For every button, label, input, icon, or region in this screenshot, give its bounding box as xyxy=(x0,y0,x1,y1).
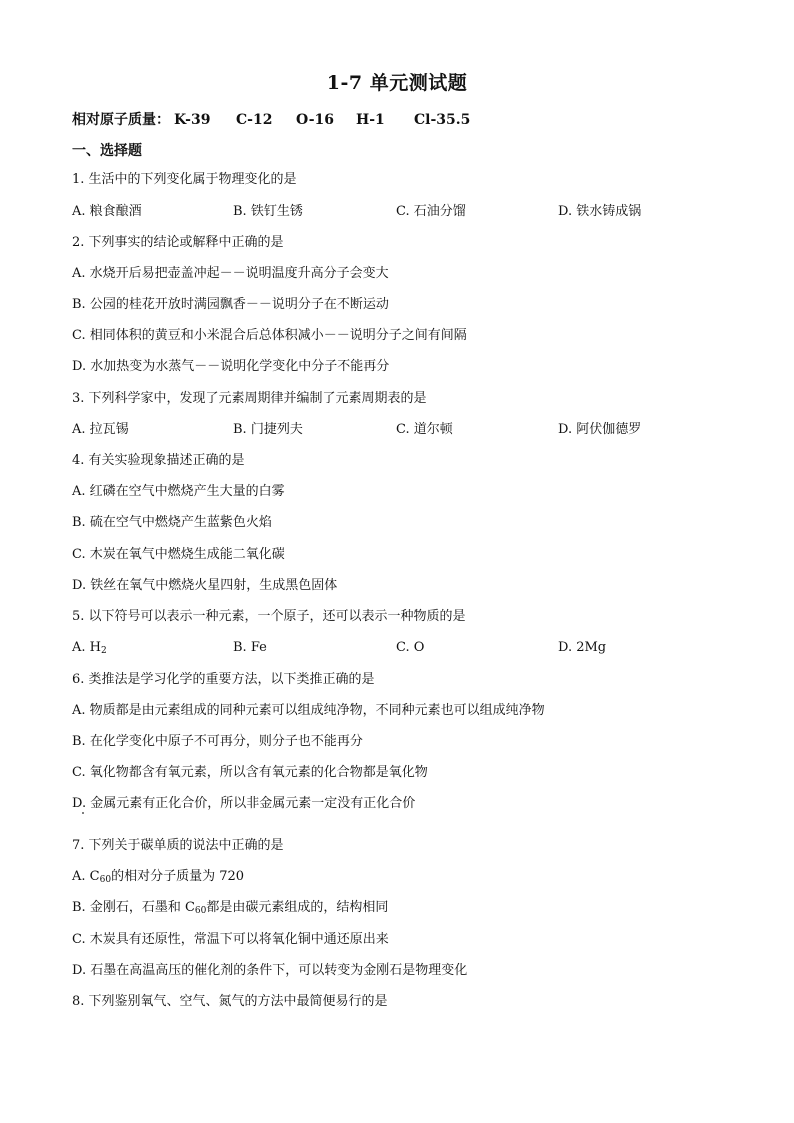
q3-option-a: A. 拉瓦锡 xyxy=(72,422,129,437)
q2-option-c: C. 相同体积的黄豆和小米混合后总体积减小－－说明分子之间有间隔 xyxy=(72,328,467,343)
q7-option-b-prefix: B. 金刚石，石墨和 C xyxy=(72,900,195,915)
q1-stem: 1. 生活中的下列变化属于物理变化的是 xyxy=(72,172,297,187)
q7-option-a-prefix: A. C xyxy=(72,869,100,884)
q7-option-a xyxy=(72,868,244,886)
q8-stem: 8. 下列鉴别氧气、空气、氮气的方法中最简便易行的是 xyxy=(72,994,388,1009)
q7-option-d: D. 石墨在高温高压的催化剂的条件下，可以转变为金刚石是物理变化 xyxy=(72,963,468,978)
q3-option-b: B. 门捷列夫 xyxy=(233,422,303,437)
q3-stem: 3. 下列科学家中，发现了元素周期律并编制了元素周期表的是 xyxy=(72,391,427,406)
q5-stem: 5. 以下符号可以表示一种元素，一个原子，还可以表示一种物质的是 xyxy=(72,609,466,624)
q4-option-d: D. 铁丝在氧气中燃烧火星四射，生成黑色固体 xyxy=(72,578,338,593)
atomic-masses-label: 相对原子质量： xyxy=(72,112,170,128)
mass-cl: Cl-35.5 xyxy=(414,112,471,128)
q5-option-d: D. 2Mg xyxy=(558,640,607,655)
q6-option-d: D. 金属元素有正化合价，所以非金属元素一定没有正化合价 xyxy=(72,796,416,811)
mass-k: K-39 xyxy=(174,112,211,128)
q2-option-b: B. 公园的桂花开放时满园飘香－－说明分子在不断运动 xyxy=(72,297,389,312)
q7-option-a-suffix: 的相对分子质量为 720 xyxy=(111,869,245,884)
q5-option-b: B. Fe xyxy=(233,640,267,655)
q1-option-a: A. 粮食酿酒 xyxy=(72,204,142,219)
atomic-masses xyxy=(72,109,470,129)
q2-option-a: A. 水烧开后易把壶盖冲起－－说明温度升高分子会变大 xyxy=(72,266,389,281)
q4-stem: 4. 有关实验现象描述正确的是 xyxy=(72,453,245,468)
q1-option-c: C. 石油分馏 xyxy=(396,204,466,219)
q1-option-d: D. 铁水铸成锅 xyxy=(558,204,642,219)
mass-h: H-1 xyxy=(356,112,385,128)
q3-option-d: D. 阿伏伽德罗 xyxy=(558,422,642,437)
q6-option-b: B. 在化学变化中原子不可再分，则分子也不能再分 xyxy=(72,734,363,749)
q5-option-a xyxy=(72,639,107,657)
q4-option-a: A. 红磷在空气中燃烧产生大量的白雾 xyxy=(72,484,285,499)
q7-option-c: C. 木炭具有还原性，常温下可以将氧化铜中通还原出来 xyxy=(72,932,389,947)
q6-stem: 6. 类推法是学习化学的重要方法，以下类推正确的是 xyxy=(72,672,375,687)
page-title: 1-7 单元测试题 xyxy=(326,72,468,94)
q7-option-b-subscript: 60 xyxy=(194,906,207,916)
q1-option-b: B. 铁钉生锈 xyxy=(233,204,303,219)
q5-option-a-text: A. H xyxy=(72,640,101,655)
q2-stem: 2. 下列事实的结论或解释中正确的是 xyxy=(72,235,284,250)
q7-option-b-suffix: 都是由碳元素组成的，结构相同 xyxy=(206,900,389,915)
q7-stem: 7. 下列关于碳单质的说法中正确的是 xyxy=(72,838,284,853)
stray-dot xyxy=(82,812,84,814)
q5-option-c: C. O xyxy=(396,640,425,655)
q5-option-a-subscript: 2 xyxy=(101,646,107,656)
q6-option-a: A. 物质都是由元素组成的同种元素可以组成纯净物，不同种元素也可以组成纯净物 xyxy=(72,703,545,718)
q4-option-c: C. 木炭在氧气中燃烧生成能二氧化碳 xyxy=(72,547,285,562)
mass-o: O-16 xyxy=(296,112,335,128)
q2-option-d: D. 水加热变为水蒸气－－说明化学变化中分子不能再分 xyxy=(72,359,390,374)
q4-option-b: B. 硫在空气中燃烧产生蓝紫色火焰 xyxy=(72,515,272,530)
q3-option-c: C. 道尔顿 xyxy=(396,422,453,437)
q7-option-a-subscript: 60 xyxy=(99,875,112,885)
q7-option-b xyxy=(72,899,388,917)
mass-c: C-12 xyxy=(236,112,273,128)
q6-option-c: C. 氧化物都含有氧元素，所以含有氧元素的化合物都是氧化物 xyxy=(72,765,428,780)
section-heading: 一、选择题 xyxy=(72,143,142,159)
